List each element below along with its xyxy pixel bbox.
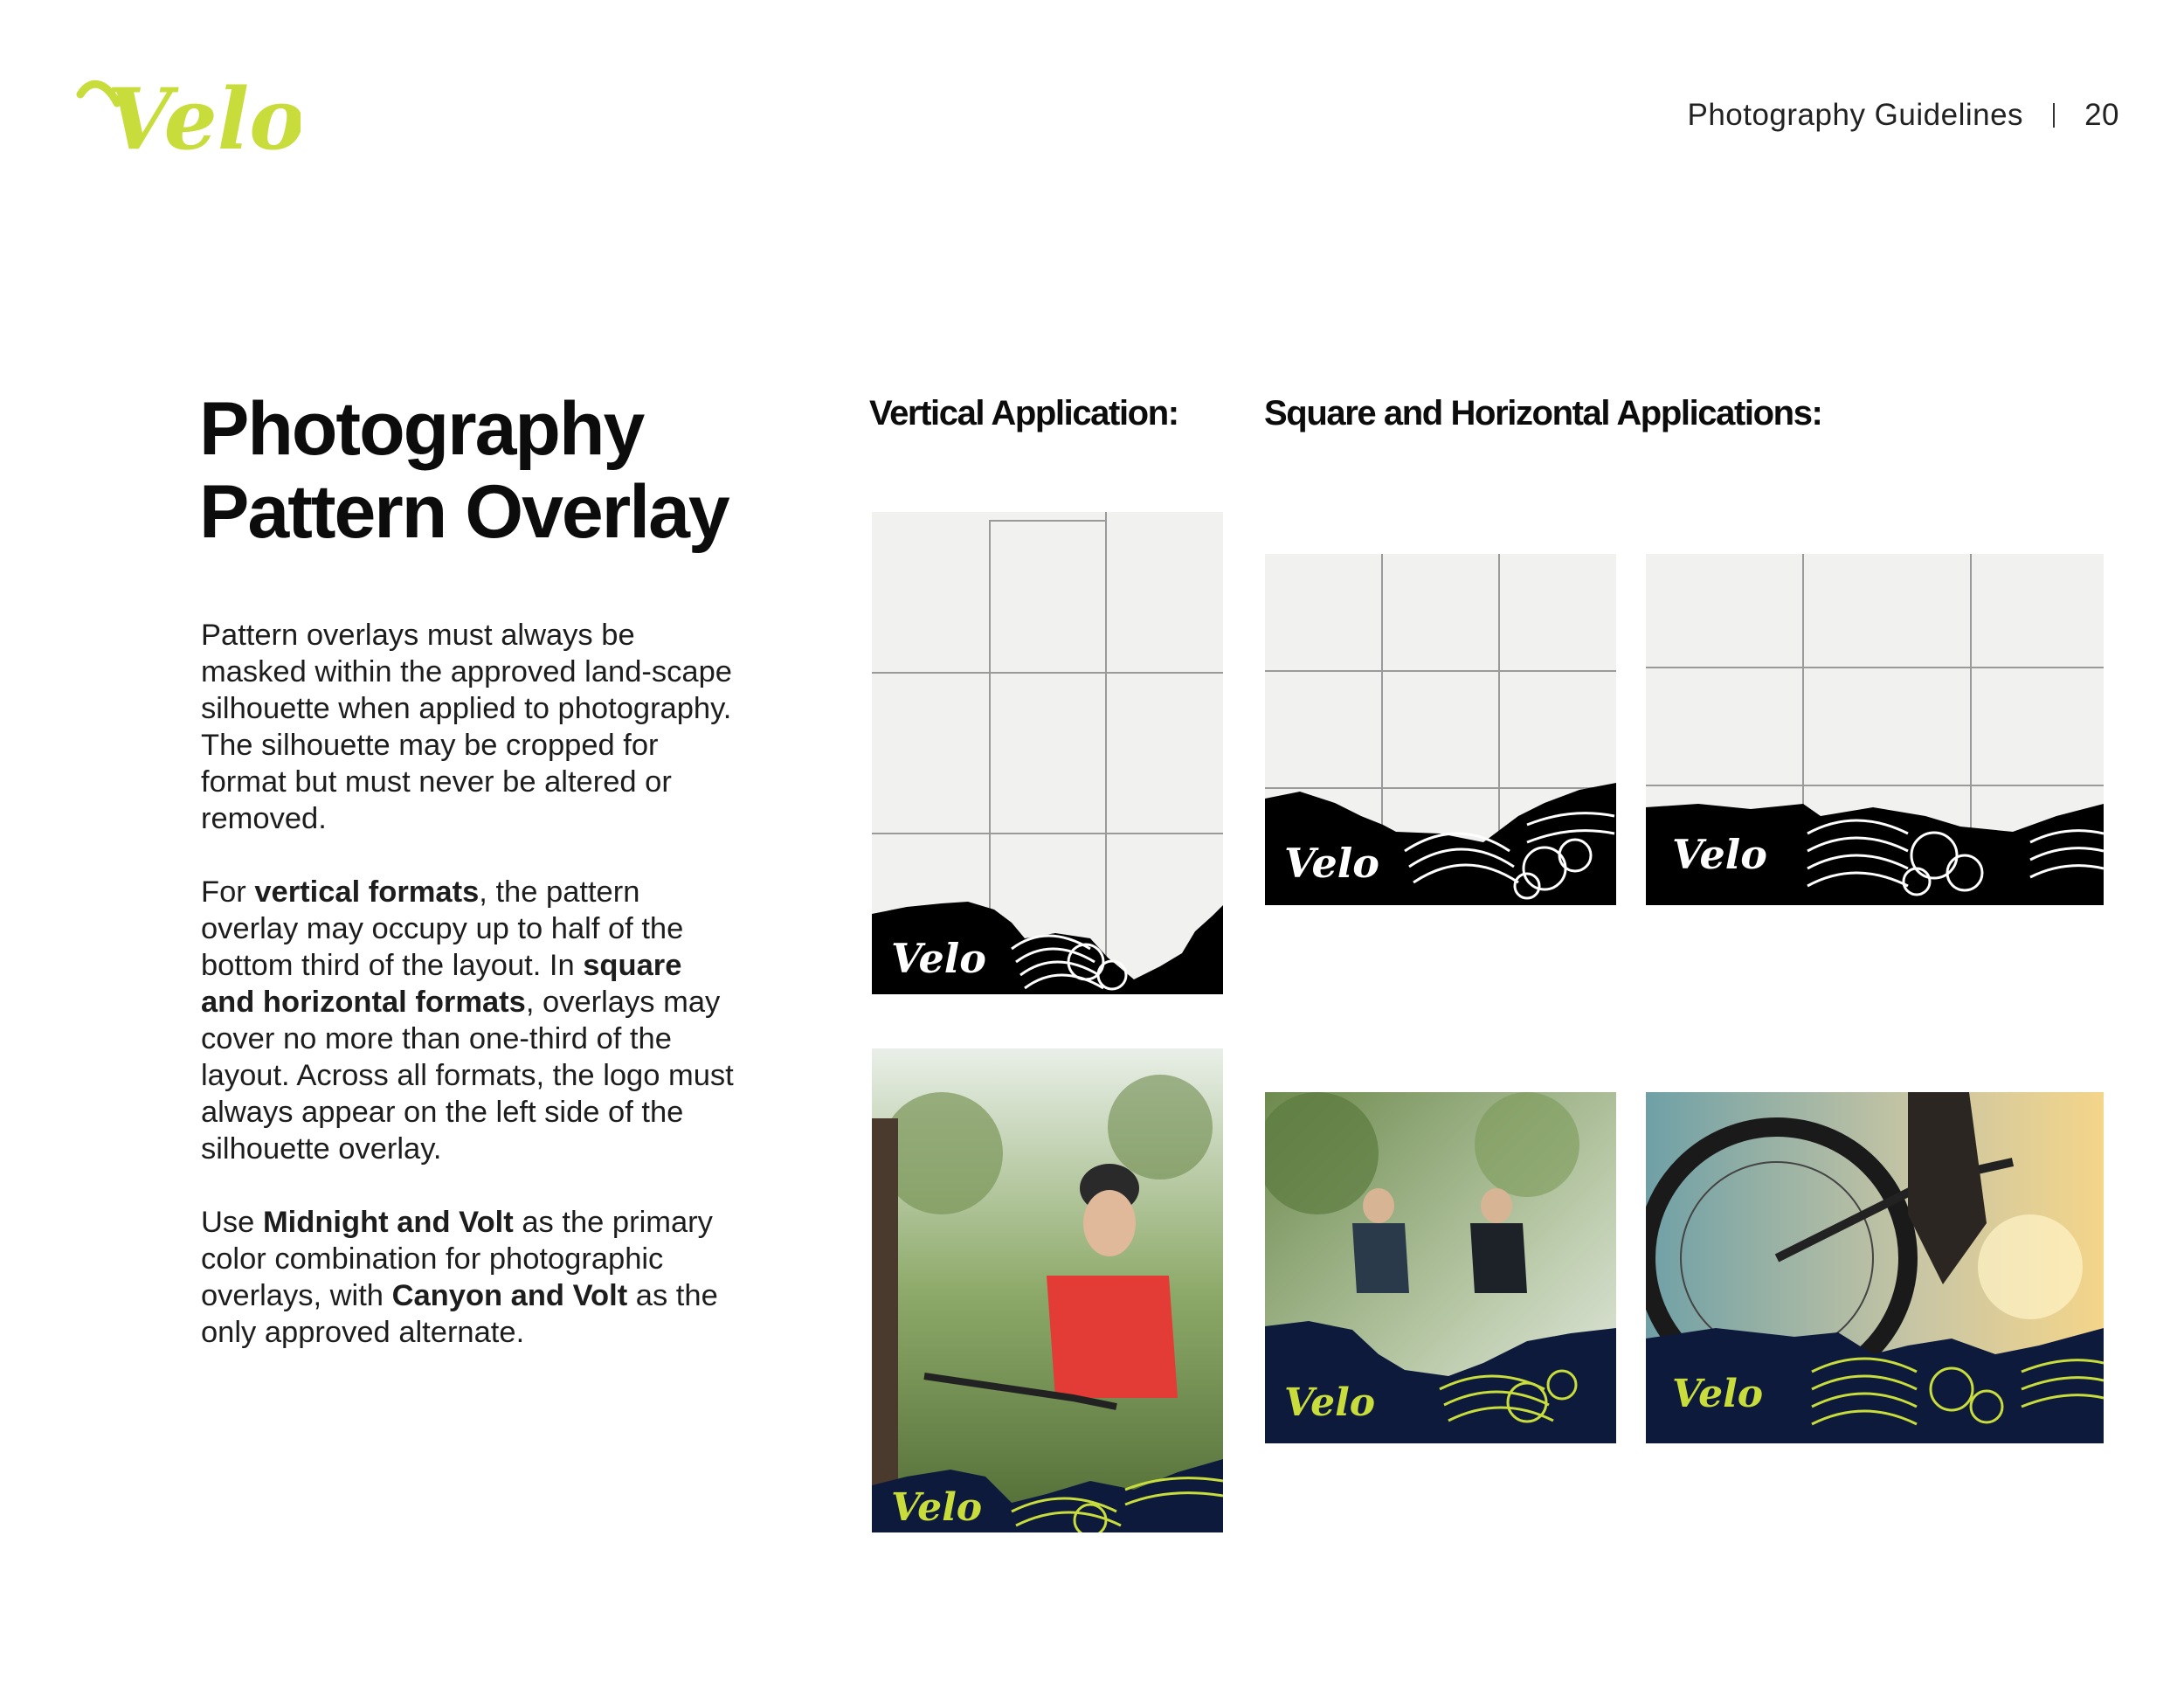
page-header (1687, 98, 2119, 133)
square-grid-diagram (1265, 554, 1616, 905)
section-title: Photography Guidelines (1687, 98, 2024, 132)
svg-text:Velo: Velo (1672, 1372, 1764, 1416)
page-title (199, 388, 811, 554)
square-horizontal-label: Square and Horizontal Applications: (1264, 394, 1822, 432)
body-copy (201, 617, 743, 1387)
title-line-2: Pattern Overlay (199, 470, 729, 554)
title-line-1: Photography (199, 387, 644, 471)
page-number: 20 (2084, 98, 2119, 132)
svg-text:Velo: Velo (1284, 1380, 1376, 1425)
velo-logo (73, 68, 301, 164)
two-cyclists-photo (1265, 1092, 1616, 1443)
svg-text:Velo: Velo (1284, 840, 1379, 887)
cyclist-woman-photo (872, 1048, 1223, 1532)
logo-text: Velo (107, 70, 301, 164)
header-divider (2053, 103, 2055, 128)
svg-text:Velo: Velo (891, 935, 986, 982)
paragraph-1: Pattern overlays must always be masked within the approved land-scape silhouette when applied to photography. The silhouette may be cropped for format but must never be altered or removed. (201, 619, 732, 835)
svg-text:Velo: Velo (1672, 831, 1767, 878)
paragraph-3: Use Midnight and Volt as the primary color combination for photographic overlays, with Canyon and Volt as the only approved alternate. (201, 1206, 718, 1349)
horizontal-grid-diagram (1646, 554, 2104, 905)
vertical-grid-diagram (872, 512, 1223, 994)
paragraph-2: For vertical formats, the pattern overlay may occupy up to half of the bottom third of the layout. In square and horizontal formats, overlays may cover no more than one-third of the layout. Across all formats, the logo must always appear on the left side of the silhouette overlay. (201, 875, 734, 1166)
bike-wheel-photo (1646, 1092, 2104, 1443)
svg-text:Velo: Velo (891, 1485, 983, 1530)
vertical-application-label: Vertical Application: (869, 394, 1178, 432)
